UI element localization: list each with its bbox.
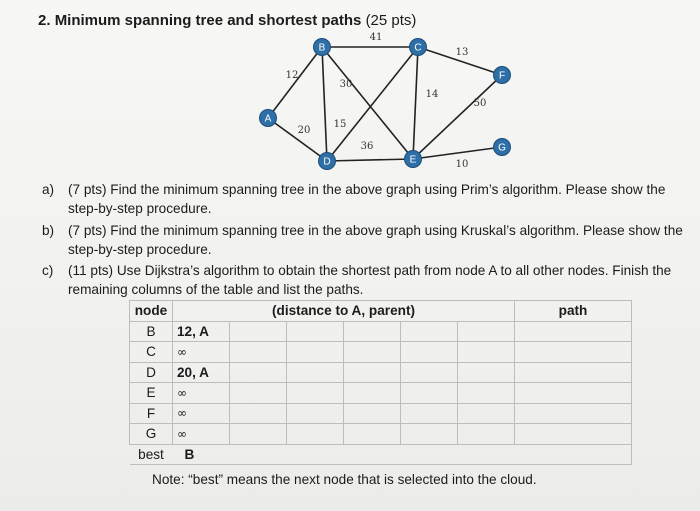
edge-weight-label: 13 xyxy=(455,47,469,58)
node-g xyxy=(494,139,511,156)
part-c-label: c) xyxy=(42,263,54,278)
edge-weight-label: 10 xyxy=(455,159,469,170)
edge-weight-label: 12 xyxy=(285,70,299,81)
edge-a-b xyxy=(268,47,322,118)
blank-cell xyxy=(458,444,515,465)
blank-cell xyxy=(287,321,344,342)
node-label: G xyxy=(498,142,506,154)
blank-cell xyxy=(344,362,401,383)
blank-cell xyxy=(401,383,458,404)
blank-cell xyxy=(230,362,287,383)
edge-weight-label: 50 xyxy=(473,98,487,109)
best-label: best xyxy=(130,444,173,465)
dijkstra-table xyxy=(129,300,632,465)
part-c xyxy=(42,261,692,299)
blank-cell xyxy=(458,383,515,404)
blank-cell xyxy=(401,342,458,363)
blank-cell xyxy=(287,362,344,383)
edge-weight-label: 20 xyxy=(297,125,311,136)
row-node: F xyxy=(130,403,173,424)
blank-cell xyxy=(458,403,515,424)
part-b-text: (7 pts) Find the minimum spanning tree in the above graph using Kruskal’s algorithm. Please show the step-by-step procedure. xyxy=(68,223,683,257)
blank-cell xyxy=(287,424,344,445)
row-value: 12, A xyxy=(173,321,230,342)
table-row xyxy=(130,321,632,342)
node-d xyxy=(319,153,336,170)
header-path: path xyxy=(515,301,632,322)
best-value: B xyxy=(173,444,230,465)
table-row xyxy=(130,403,632,424)
path-cell xyxy=(515,383,632,404)
blank-cell xyxy=(230,342,287,363)
edge-c-e xyxy=(413,47,418,159)
node-label: B xyxy=(318,42,326,54)
node-f xyxy=(494,67,511,84)
blank-cell xyxy=(401,444,458,465)
part-a-text: (7 pts) Find the minimum spanning tree in the above graph using Prim’s algorithm. Please show the step-by-step procedure. xyxy=(68,182,666,216)
blank-cell xyxy=(230,321,287,342)
part-c-text: (11 pts) Use Dijkstra’s algorithm to obtain the shortest path from node A to all other nodes. Finish the remaining columns of the table and list the paths. xyxy=(68,263,672,297)
row-value: ∞ xyxy=(173,424,230,445)
blank-cell xyxy=(287,403,344,424)
row-node: B xyxy=(130,321,173,342)
table-row xyxy=(130,342,632,363)
part-b-label: b) xyxy=(42,223,55,238)
blank-cell xyxy=(230,383,287,404)
node-label: F xyxy=(498,70,506,82)
blank-cell xyxy=(287,444,344,465)
blank-cell xyxy=(230,424,287,445)
edge-weight-label: 36 xyxy=(360,141,374,152)
edge-weight-label: 30 xyxy=(339,79,353,90)
header-distance: (distance to A, parent) xyxy=(173,301,515,322)
edge-e-g xyxy=(413,147,502,159)
edge-weight-label: 14 xyxy=(425,89,439,100)
table-note: Note: “best” means the next node that is selected into the cloud. xyxy=(152,472,537,487)
edge-weight-label: 41 xyxy=(369,32,383,43)
path-cell xyxy=(515,342,632,363)
question-number: 2. xyxy=(38,12,51,29)
graph-edges xyxy=(268,47,502,161)
table-row xyxy=(130,362,632,383)
edge-e-f xyxy=(413,75,502,159)
row-node: E xyxy=(130,383,173,404)
path-cell xyxy=(515,424,632,445)
path-cell xyxy=(515,321,632,342)
table-row xyxy=(130,383,632,404)
blank-cell xyxy=(458,362,515,383)
blank-cell xyxy=(344,444,401,465)
blank-cell xyxy=(401,321,458,342)
table-row xyxy=(130,424,632,445)
path-cell xyxy=(515,403,632,424)
edge-d-e xyxy=(327,159,413,161)
node-b xyxy=(314,39,331,56)
blank-cell xyxy=(458,321,515,342)
blank-cell xyxy=(344,424,401,445)
blank-cell xyxy=(344,342,401,363)
blank-cell xyxy=(230,444,287,465)
row-node: C xyxy=(130,342,173,363)
row-node: G xyxy=(130,424,173,445)
row-node: D xyxy=(130,362,173,383)
part-b xyxy=(42,221,692,259)
node-c xyxy=(410,39,427,56)
blank-cell xyxy=(344,403,401,424)
header-node: node xyxy=(130,301,173,322)
blank-cell xyxy=(287,342,344,363)
blank-cell xyxy=(287,383,344,404)
row-value: ∞ xyxy=(173,383,230,404)
blank-cell xyxy=(401,403,458,424)
path-cell xyxy=(515,362,632,383)
node-label: C xyxy=(414,42,422,54)
node-e xyxy=(405,151,422,168)
table-header-row xyxy=(130,301,632,322)
node-label: E xyxy=(409,154,417,166)
node-label: A xyxy=(264,113,272,125)
question-points: (25 pts) xyxy=(365,12,417,29)
edge-weight-label: 15 xyxy=(333,119,347,130)
blank-cell xyxy=(344,321,401,342)
blank-cell xyxy=(458,342,515,363)
blank-cell xyxy=(401,362,458,383)
part-a-label: a) xyxy=(42,182,55,197)
blank-cell xyxy=(401,424,458,445)
blank-cell xyxy=(458,424,515,445)
node-label: D xyxy=(323,156,331,168)
question-title: Minimum spanning tree and shortest paths xyxy=(54,12,362,29)
path-cell xyxy=(515,444,632,465)
row-value: 20, A xyxy=(173,362,230,383)
row-value: ∞ xyxy=(173,342,230,363)
part-a xyxy=(42,180,692,218)
row-value: ∞ xyxy=(173,403,230,424)
blank-cell xyxy=(230,403,287,424)
best-row xyxy=(130,444,632,465)
blank-cell xyxy=(344,383,401,404)
edge-b-d xyxy=(322,47,327,161)
node-a xyxy=(260,110,277,127)
